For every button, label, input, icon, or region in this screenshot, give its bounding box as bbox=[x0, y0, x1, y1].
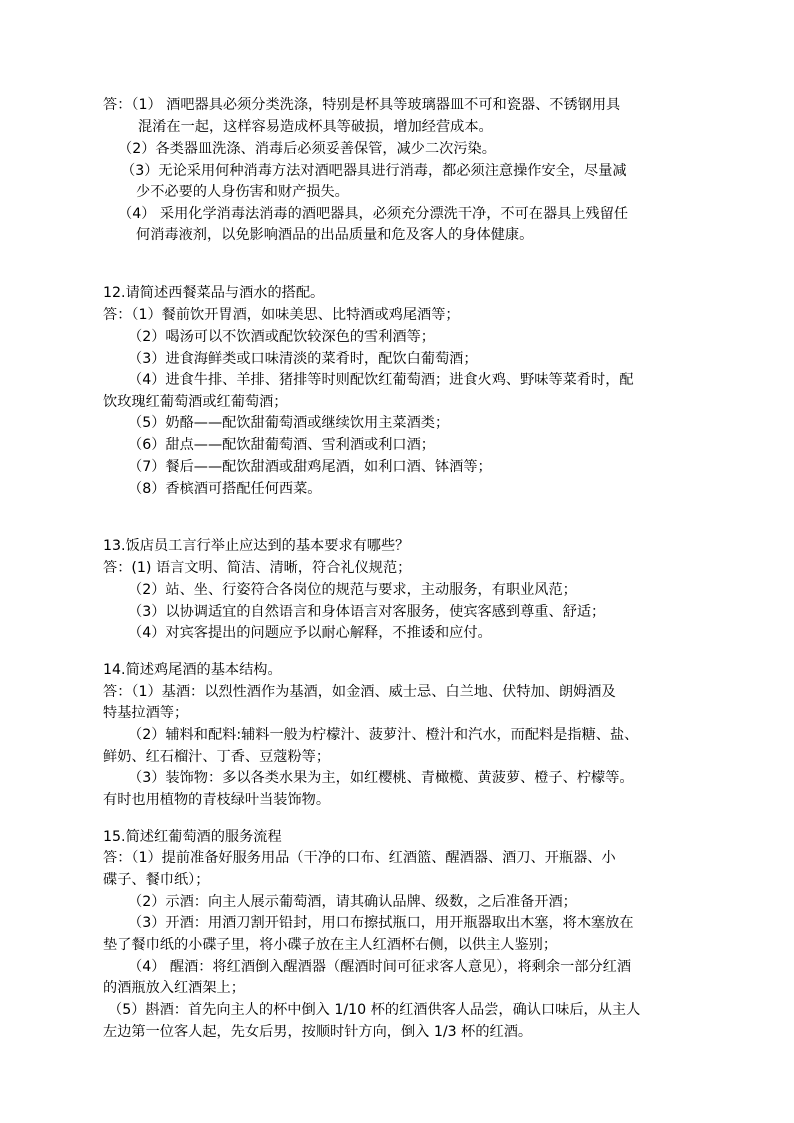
answer-13-line-1: 答：(1) 语言文明、简洁、清晰，符合礼仪规范； bbox=[103, 560, 412, 576]
answer-12-line-8: （7）餐后——配饮甜酒或甜鸡尾酒，如利口酒、钵酒等； bbox=[128, 459, 492, 475]
answer-13-line-2: （2）站、坐、行姿符合各岗位的规范与要求，主动服务，有职业风范； bbox=[128, 582, 577, 598]
answer-12-line-6: （5）奶酪——配饮甜葡萄酒或继续饮用主菜酒类； bbox=[128, 415, 450, 431]
answer-13-line-4: （4）对宾客提出的问题应予以耐心解释，不推诿和应付。 bbox=[128, 625, 492, 641]
answer-14-line-5: （3）装饰物：多以各类水果为主，如红樱桃、青橄榄、黄菠萝、橙子、柠檬等。 bbox=[128, 770, 634, 786]
answer-11-line-6: （4） 采用化学消毒法消毒的酒吧器具，必须充分漂洗干净，不可在器具上残留任 bbox=[118, 206, 629, 222]
question-14-title: 14.简述鸡尾酒的基本结构。 bbox=[103, 662, 282, 678]
question-13-title: 13.饭店员工言行举止应达到的基本要求有哪些？ bbox=[103, 538, 410, 554]
answer-14-line-6: 有时也用植物的青枝绿叶当装饰物。 bbox=[103, 792, 331, 808]
answer-12-line-4: （4）进食牛排、羊排、猪排等时则配饮红葡萄酒；进食火鸡、野味等菜肴时，配 bbox=[128, 372, 634, 388]
answer-15-line-2: 碟子、餐巾纸）； bbox=[103, 872, 210, 888]
answer-15-line-3: （2）示酒：向主人展示葡萄酒，请其确认品牌、级数，之后准备开酒； bbox=[128, 894, 577, 910]
answer-15-line-7: 的酒瓶放入红酒架上； bbox=[103, 980, 245, 996]
answer-11-line-4: （3）无论采用何种消毒方法对酒吧器具进行消毒，都必须注意操作安全，尽量减 bbox=[121, 163, 627, 179]
answer-12-line-5: 饮玫瑰红葡萄酒或红葡萄酒； bbox=[103, 394, 288, 410]
answer-11-line-7: 何消毒液剂，以免影响酒品的出品质量和危及客人的身体健康。 bbox=[136, 227, 534, 243]
answer-14-line-1: 答：（1）基酒：以烈性酒作为基酒，如金酒、威士忌、白兰地、伏特加、朗姆酒及 bbox=[103, 684, 616, 700]
answer-14-line-2: 特基拉酒等； bbox=[103, 705, 189, 721]
answer-15-line-5: 垫了餐巾纸的小碟子里，将小碟子放在主人红酒杯右侧，以供主人鉴别； bbox=[103, 937, 558, 953]
answer-13-line-3: （3）以协调适宜的自然语言和身体语言对客服务，使宾客感到尊重、舒适； bbox=[128, 604, 606, 620]
question-15-title: 15.简述红葡萄酒的服务流程 bbox=[103, 829, 282, 845]
answer-12-line-7: （6）甜点——配饮甜葡萄酒、雪利酒或利口酒； bbox=[128, 437, 435, 453]
answer-15-line-8: （5）斟酒：首先向主人的杯中倒入 1/10 杯的红酒供客人品尝，确认口味后，从主人 bbox=[108, 1002, 641, 1018]
answer-12-line-1: 答：（1）餐前饮开胃酒，如味美思、比特酒或鸡尾酒等； bbox=[103, 307, 460, 323]
answer-15-line-9: 左边第一位客人起，先女后男，按顺时针方向，倒入 1/3 杯的红酒。 bbox=[103, 1024, 533, 1040]
answer-15-line-6: （4） 醒酒：将红酒倒入醒酒器（醒酒时间可征求客人意见），将剩余一部分红酒 bbox=[128, 959, 632, 975]
answer-15-line-4: （3）开酒：用酒刀割开铅封，用口布擦拭瓶口，用开瓶器取出木塞，将木塞放在 bbox=[128, 915, 634, 931]
answer-12-line-9: （8）香槟酒可搭配任何西菜。 bbox=[128, 481, 322, 497]
answer-15-line-1: 答：（1）提前准备好服务用品（干净的口布、红酒篮、醒酒器、酒刀、开瓶器、小 bbox=[103, 850, 616, 866]
answer-11-line-1: 答：（1） 酒吧器具必须分类洗涤，特别是杯具等玻璃器皿不可和瓷器、不锈钢用具 bbox=[103, 97, 621, 113]
answer-11-line-5: 少不必要的人身伤害和财产损失。 bbox=[136, 184, 349, 200]
answer-14-line-3: （2）辅料和配料:辅料一般为柠檬汁、菠萝汁、橙汁和汽水，而配料是指糖、盐、 bbox=[128, 727, 639, 743]
answer-12-line-2: （2）喝汤可以不饮酒或配饮较深色的雪利酒等； bbox=[128, 329, 435, 345]
answer-11-line-3: （2）各类器皿洗涤、消毒后必须妥善保管，减少二次污染。 bbox=[118, 141, 496, 157]
answer-11-line-2: 混淆在一起，这样容易造成杯具等破损，增加经营成本。 bbox=[138, 119, 493, 135]
question-12-title: 12.请简述西餐菜品与酒水的搭配。 bbox=[103, 285, 325, 301]
answer-14-line-4: 鲜奶、红石榴汁、丁香、豆蔻粉等； bbox=[103, 749, 331, 765]
answer-12-line-3: （3）进食海鲜类或口味清淡的菜肴时，配饮白葡萄酒； bbox=[128, 351, 478, 367]
